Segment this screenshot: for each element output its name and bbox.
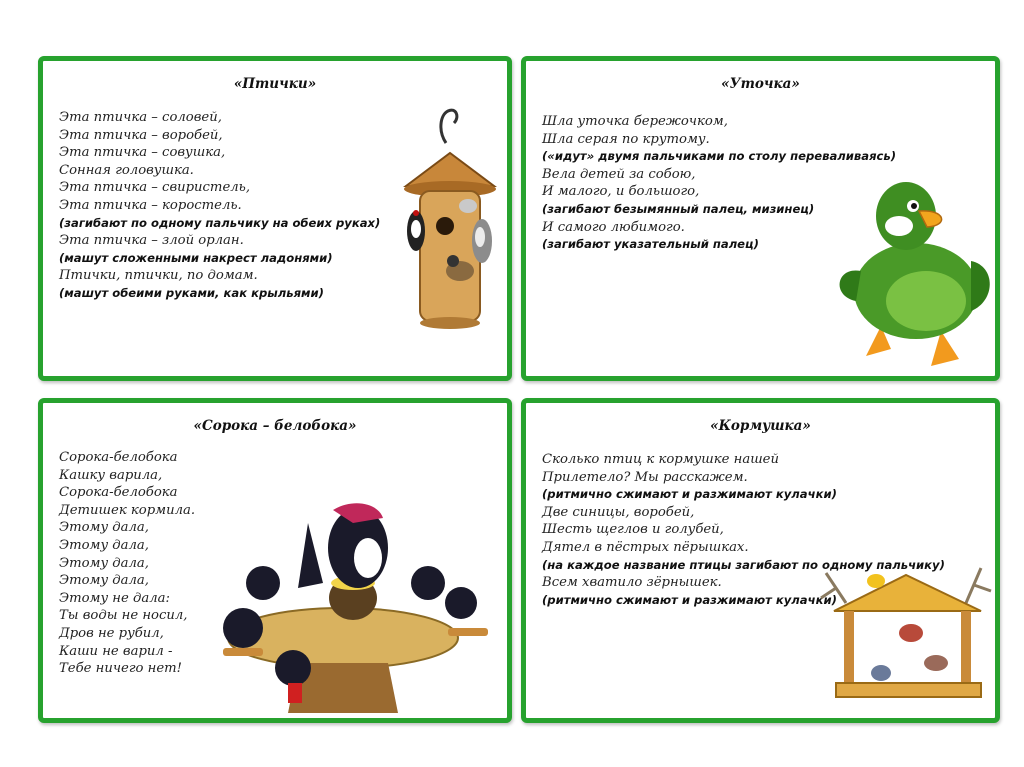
instruction-line: (машут сложенными накрест ладонями) <box>59 250 333 265</box>
verse-line: Две синицы, воробей, <box>542 504 695 520</box>
card-kormushka <box>521 398 1000 723</box>
verse-line: Прилетело? Мы расскажем. <box>542 469 748 485</box>
instruction-line: (машут обеими руками, как крыльями) <box>59 285 324 300</box>
bird-feeder-illustration <box>816 563 996 713</box>
instruction-line: («идут» двумя пальчиками по столу переваливаясь) <box>542 149 897 164</box>
verse-line: Сорока-белобока <box>59 450 178 465</box>
poem-lines <box>59 109 380 303</box>
duck-illustration <box>831 171 996 371</box>
verse-line: И самого любимого. <box>542 219 685 235</box>
instruction-line: (ритмично сжимают и разжимают кулачки) <box>542 487 837 502</box>
verse-line: Этому дала, <box>59 573 149 589</box>
verse-line: Сколько птиц к кормушке нашей <box>542 452 779 467</box>
birdhouse-illustration <box>398 101 503 331</box>
instruction-line: (ритмично сжимают и разжимают кулачки) <box>542 592 837 607</box>
verse-line: Эта птичка – совушка, <box>59 145 226 161</box>
poem-lines <box>59 449 195 678</box>
verse-line: Этому не дала: <box>59 590 170 606</box>
verse-line: Кашку варила, <box>59 467 163 483</box>
verse-line: Этому дала, <box>59 555 149 571</box>
instruction-line: (загибают по одному пальчику на обеих руках) <box>59 215 381 230</box>
verse-line: Каши не варил - <box>59 643 173 659</box>
verse-line: И малого, и большого, <box>542 184 700 200</box>
verse-line: Эта птичка – воробей, <box>59 127 223 143</box>
magpie-illustration <box>203 498 503 723</box>
instruction-line: (загибают указательный палец) <box>542 237 759 252</box>
verse-line: Этому дала, <box>59 537 149 553</box>
verse-line: Птички, птички, по домам. <box>59 268 258 284</box>
verse-line: Тебе ничего нет! <box>59 661 182 677</box>
card-ptichki <box>38 56 512 381</box>
card-title: «Сорока – белобока» <box>193 418 357 434</box>
verse-line: Эта птичка – свиристель, <box>59 180 251 196</box>
verse-line: Шла серая по крутому. <box>542 131 710 147</box>
verse-line: Шесть щеглов и голубей, <box>542 522 724 538</box>
instruction-line: (на каждое название птицы загибают по одному пальчику) <box>542 557 945 572</box>
verse-line: Эта птичка – злой орлан. <box>59 233 244 249</box>
verse-line: Сорока-белобока <box>59 485 178 501</box>
card-title: «Кормушка» <box>710 418 811 434</box>
card-soroka <box>38 398 512 723</box>
card-title: «Птички» <box>233 76 317 92</box>
instruction-line: (загибают безымянный палец, мизинец) <box>542 201 815 216</box>
card-title: «Уточка» <box>721 76 800 92</box>
verse-line: Эта птичка – коростель. <box>59 197 242 213</box>
verse-line: Шла уточка бережочком, <box>542 114 728 129</box>
card-utochka <box>521 56 1000 381</box>
verse-line: Эта птичка – соловей, <box>59 110 222 125</box>
verse-line: Ты воды не носил, <box>59 608 188 624</box>
verse-line: Всем хватило зёрнышек. <box>542 575 722 591</box>
verse-line: Сонная головушка. <box>59 162 194 178</box>
verse-line: Этому дала, <box>59 520 149 536</box>
verse-line: Вела детей за собою, <box>542 166 696 182</box>
verse-line: Детишек кормила. <box>59 502 196 518</box>
verse-line: Дров не рубил, <box>59 625 164 641</box>
verse-line: Дятел в пёстрых пёрышках. <box>542 539 749 555</box>
